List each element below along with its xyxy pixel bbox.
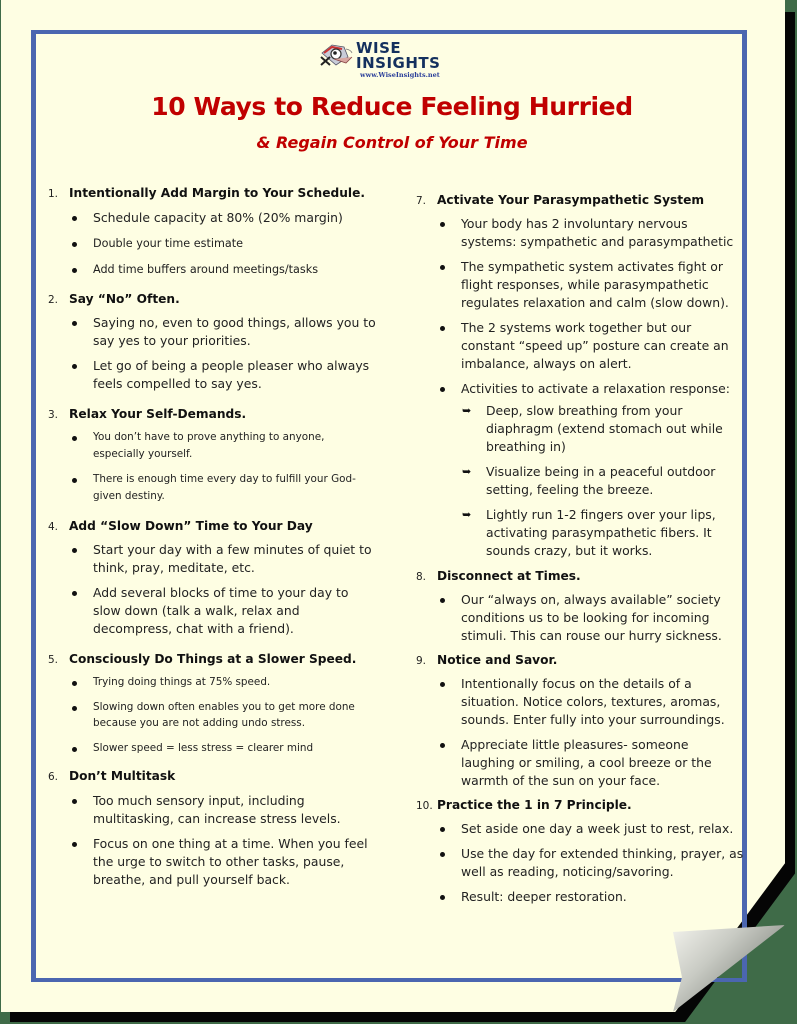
right-arrow-icon: ➥: [462, 404, 472, 417]
section-heading: Consciously Do Things at a Slower Speed.: [69, 652, 357, 666]
section-6: [48, 769, 378, 889]
list-item: Slower speed = less stress = clearer mind: [48, 740, 378, 757]
section-number: 3.: [48, 409, 59, 421]
list-item: Focus on one thing at a time. When you feel the urge to switch to other tasks, pause, breathe, and pull yourself back.: [48, 835, 378, 889]
logo-insights: INSIGHTS: [356, 54, 441, 72]
list-item: The 2 systems work together but our constant “speed up” posture can create an imbalance, always on alert.: [416, 319, 746, 373]
section-heading: Activate Your Parasympathetic System: [437, 193, 705, 207]
section-heading: Relax Your Self-Demands.: [69, 407, 247, 421]
section-number: 5.: [48, 654, 59, 666]
list-item: Result: deeper restoration.: [416, 888, 746, 906]
section-heading: Notice and Savor.: [437, 653, 558, 667]
section-number: 4.: [48, 521, 59, 533]
sub-list-item: ➥ Lightly run 1-2 fingers over your lips, activating parasympathetic fibers. It sounds crazy, but it works.: [462, 507, 716, 558]
list-item: Schedule capacity at 80% (20% margin): [48, 209, 378, 227]
section-5: [48, 652, 378, 756]
right-arrow-icon: ➥: [462, 465, 472, 478]
list-item: You don’t have to prove anything to anyone, especially yourself.: [48, 429, 378, 462]
list-item: Trying doing things at 75% speed.: [48, 674, 378, 691]
list-item: Double your time estimate: [48, 235, 378, 253]
list-item: Add several blocks of time to your day to slow down (talk a walk, relax and decompress, chat with a friend).: [48, 584, 378, 638]
section-number: 9.: [416, 655, 427, 667]
list-item: Intentionally focus on the details of a situation. Notice colors, textures, aromas, sounds. Enter fully into your surroundings.: [416, 675, 746, 729]
list-item: Appreciate little pleasures- someone laughing or smiling, a cool breeze or the warmth of the sun on your face.: [416, 736, 746, 790]
list-item: Let go of being a people pleaser who always feels compelled to say yes.: [48, 357, 378, 393]
page-subtitle: & Regain Control of Your Time: [256, 133, 528, 152]
section-heading: Add “Slow Down” Time to Your Day: [69, 519, 313, 533]
section-3: [48, 407, 378, 504]
list-item: Our “always on, always available” society conditions us to be looking for incoming stimuli. This can rouse our hurry sickness.: [416, 591, 746, 645]
sub-list-item: ➥ Deep, slow breathing from your diaphragm (extend stomach out while breathing in): [462, 403, 723, 454]
list-item: Too much sensory input, including multitasking, can increase stress levels.: [48, 792, 378, 828]
section-10: [416, 798, 746, 906]
section-2: [48, 292, 378, 393]
list-item: Use the day for extended thinking, prayer, as well as reading, noticing/savoring.: [416, 845, 746, 881]
section-1: [48, 186, 378, 279]
list-item: Set aside one day a week just to rest, relax.: [416, 820, 746, 838]
section-heading: Don’t Multitask: [69, 769, 176, 783]
section-number: 2.: [48, 294, 59, 306]
section-9: [416, 653, 746, 790]
section-number: 10.: [416, 800, 433, 812]
list-item: The sympathetic system activates fight or flight responses, while parasympathetic regulates relaxation and calm (slow down).: [416, 258, 746, 312]
list-item: Slowing down often enables you to get more done because you are not adding undo stress.: [48, 699, 378, 732]
section-7: [416, 193, 746, 560]
section-heading: Intentionally Add Margin to Your Schedule.: [69, 186, 365, 200]
list-item: Saying no, even to good things, allows you to say yes to your priorities.: [48, 314, 378, 350]
section-heading: Practice the 1 in 7 Principle.: [437, 798, 632, 812]
sub-list-item: ➥ Visualize being in a peaceful outdoor setting, feeling the breeze.: [462, 464, 716, 497]
section-number: 7.: [416, 195, 427, 207]
list-item: There is enough time every day to fulfill your God-given destiny.: [48, 471, 378, 504]
section-heading: Say “No” Often.: [69, 292, 180, 306]
logo-wise: WISE: [356, 39, 402, 57]
wise-insights-logo-icon: [318, 41, 354, 71]
list-item: Start your day with a few minutes of quiet to think, pray, meditate, etc.: [48, 541, 378, 577]
logo: [318, 41, 440, 81]
list-item: Add time buffers around meetings/tasks: [48, 261, 378, 279]
page-curl: [673, 925, 785, 1012]
left-column: [48, 186, 378, 889]
list-item: Your body has 2 involuntary nervous systems: sympathetic and parasympathetic: [416, 215, 746, 251]
section-heading: Disconnect at Times.: [437, 569, 581, 583]
section-number: 1.: [48, 188, 59, 200]
section-number: 8.: [416, 571, 427, 583]
logo-url: www.WiseInsights.net: [360, 71, 440, 79]
list-item: Activities to activate a relaxation response:: [416, 380, 746, 398]
right-arrow-icon: ➥: [462, 508, 472, 521]
section-8: [416, 569, 746, 645]
section-number: 6.: [48, 771, 59, 783]
page-title: 10 Ways to Reduce Feeling Hurried: [151, 92, 633, 121]
section-4: [48, 519, 378, 638]
right-column: [416, 193, 746, 906]
